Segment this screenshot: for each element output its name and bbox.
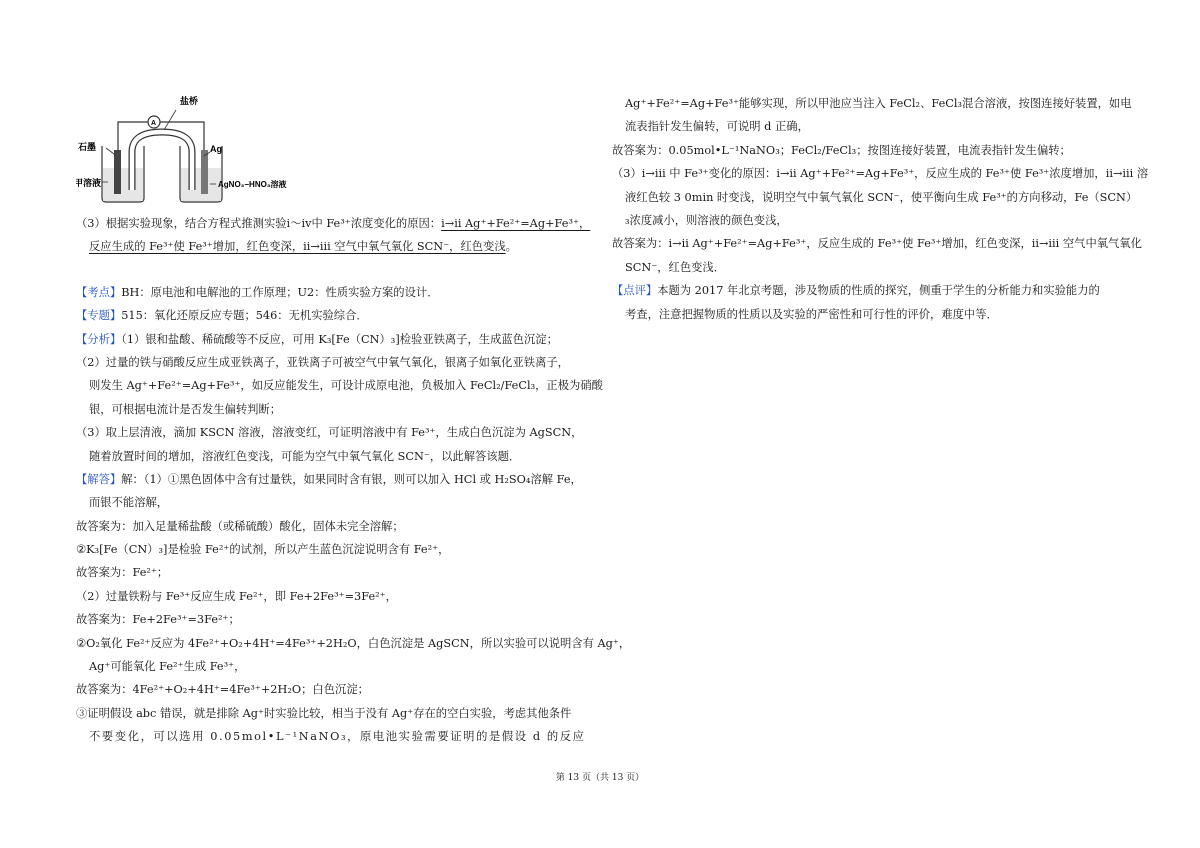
q3-text: （3）根据实验现象，结合方程式推测实验ⅰ～ⅳ中 Fe³⁺浓度变化的原因： (76, 217, 442, 230)
fenxi-line-6: 随着放置时间的增加，溶液红色变浅，可能为空气中氧气氧化 SCN⁻，以此解答该题． (89, 449, 521, 463)
kaodian-tag: 【考点】 (76, 285, 122, 299)
answer-line-1: 故答案为：加入足量稀盐酸（或稀硫酸）酸化，固体未完全溶解； (76, 519, 404, 533)
right-line-1: Ag⁺+Fe²⁺=Ag+Fe³⁺能够实现，所以甲池应当注入 FeCl₂、FeCl₃混合溶液，按图连接好装置，如电 (625, 97, 1132, 110)
fenxi-line-4: 银，可根据电流计是否发生偏转判断； (89, 402, 282, 416)
q3-answer-part-2: 反应生成的 Fe³⁺使 Fe³⁺增加，红色变深，ⅱ→ⅲ 空气中氧气氧化 SCN⁻，红色变浅 (89, 240, 506, 254)
q3-answer-part-1: ⅰ→ⅱ Ag⁺+Fe²⁺=Ag+Fe³⁺， (441, 217, 591, 230)
kaodian-line (76, 281, 598, 304)
jieda-line-6: Ag⁺可能氧化 Fe²⁺生成 Fe³⁺， (89, 660, 246, 674)
graphite-label: 石墨 (78, 142, 97, 152)
jieda-line-4: （2）过量铁粉与 Fe³⁺反应生成 Fe²⁺，即 Fe+2Fe³⁺=3Fe²⁺， (76, 589, 397, 603)
silver-nitrate-solution-label: AgNO₃−HNO₃溶液 (218, 180, 287, 189)
dianping-line-1 (612, 279, 1140, 302)
zhuanti-text: 515：氧化还原反应专题；546：无机实验综合． (121, 309, 368, 323)
dianping-line-2: 考查，注意把握物质的性质以及实验的严密性和可行性的评价，难度中等． (625, 307, 998, 321)
right-line-8: SCN⁻，红色变浅． (625, 260, 726, 274)
q3-line-2 (76, 235, 598, 258)
right-line-2: 流表指针发生偏转，可说明 d 正确， (625, 120, 809, 134)
right-line-7: 故答案为：ⅰ→ⅱ Ag⁺+Fe²⁺=Ag+Fe³⁺，反应生成的 Fe³⁺使 Fe³⁺增加，红色变深，ⅱ→ⅲ 空气中氧气氧化 (612, 237, 1142, 251)
jieda-tag: 【解答】 (76, 472, 122, 486)
dianping-text-1: 本题为 2017 年北京考题，涉及物质的性质的探究，侧重于学生的分析能力和实验能力的 (657, 284, 1100, 298)
q3-end: 。 (505, 240, 517, 254)
jieda-line-1 (76, 468, 598, 491)
jia-solution-label: 甲溶液 (76, 178, 102, 188)
fenxi-line-1 (76, 328, 598, 351)
fenxi-line-2: （2）过量的铁与硝酸反应生成亚铁离子，亚铁离子可被空气中氧气氧化，银离子如氧化亚铁离子， (76, 355, 569, 369)
jieda-line-2: 而银不能溶解， (89, 496, 169, 510)
right-line-3: 故答案为：0.05mol•L⁻¹NaNO₃；FeCl₂/FeCl₃；按图连接好装置，电流表指针发生偏转； (612, 143, 1071, 157)
zhuanti-tag: 【专题】 (76, 309, 122, 323)
zhuanti-line (76, 304, 598, 327)
fenxi-text-1: （1）银和盐酸、稀硫酸等不反应，可用 K₃[Fe（CN）₃]检验亚铁离子，生成蓝色沉淀； (121, 332, 558, 346)
page-footer: 第 13 页（共 13 页） (555, 773, 645, 783)
fenxi-line-5: （3）取上层清液，滴加 KSCN 溶液，溶液变红，可证明溶液中有 Fe³⁺，生成白色沉淀为 AgSCN， (76, 426, 583, 440)
right-column (612, 92, 1149, 326)
jieda-text-1: 解：（1）①黑色固体中含有过量铁，如果同时含有银，则可以加入 HCl 或 H₂SO₄溶解 Fe， (121, 472, 582, 486)
silver-electrode-label: Ag (210, 144, 222, 154)
answer-line-4: 故答案为：4Fe²⁺+O₂+4H⁺=4Fe³⁺+2H₂O；白色沉淀； (76, 683, 369, 697)
salt-bridge-label: 盐桥 (180, 96, 199, 106)
kaodian-text: BH：原电池和电解池的工作原理；U2：性质实验方案的设计． (121, 285, 439, 299)
jieda-line-3: ②K₃[Fe（CN）₃]是检验 Fe²⁺的试剂，所以产生蓝色沉淀说明含有 Fe²⁺， (76, 543, 450, 557)
left-column (76, 90, 631, 749)
q3-line-1 (76, 212, 598, 235)
right-line-5: 液红色较 3 0min 时变浅，说明空气中氧气氧化 SCN⁻，使平衡向生成 Fe³⁺的方向移动，Fe（SCN） (625, 190, 1138, 204)
apparatus-diagram (76, 90, 316, 212)
jieda-line-7: ③证明假设 abc 错误，就是排除 Ag⁺时实验比较，相当于没有 Ag⁺存在的空白实验，考虑其他条件 (76, 706, 572, 720)
fenxi-tag: 【分析】 (76, 332, 122, 346)
jieda-line-5: ②O₂氧化 Fe²⁺反应为 4Fe²⁺+O₂+4H⁺=4Fe³⁺+2H₂O，白色沉淀是 AgSCN，所以实验可以说明含有 Ag⁺， (76, 636, 631, 650)
jieda-line-8: 不要变化，可以选用 0.05mol•L⁻¹NaNO₃，原电池实验需要证明的是假设 d 的反应 (89, 730, 586, 744)
right-line-4: （3）ⅰ→ⅲ 中 Fe³⁺变化的原因：ⅰ→ⅱ Ag⁺+Fe²⁺=Ag+Fe³⁺，反应生成的 Fe³⁺使 Fe³⁺浓度增加，ⅱ→ⅲ 溶 (612, 167, 1149, 181)
answer-line-3: 故答案为：Fe+2Fe³⁺=3Fe²⁺； (76, 613, 240, 627)
answer-line-2: 故答案为：Fe²⁺； (76, 566, 169, 580)
fenxi-line-3: 则发生 Ag⁺+Fe²⁺=Ag+Fe³⁺，如反应能发生，可设计成原电池，负极加入 FeCl₂/FeCl₃，正极为硝酸 (89, 379, 603, 393)
ammeter-label: A (151, 120, 157, 127)
dianping-tag: 【点评】 (612, 284, 658, 298)
right-line-6: ₃浓度减小，则溶液的颜色变浅， (625, 213, 788, 227)
galvanic-cell-figure (76, 90, 316, 212)
